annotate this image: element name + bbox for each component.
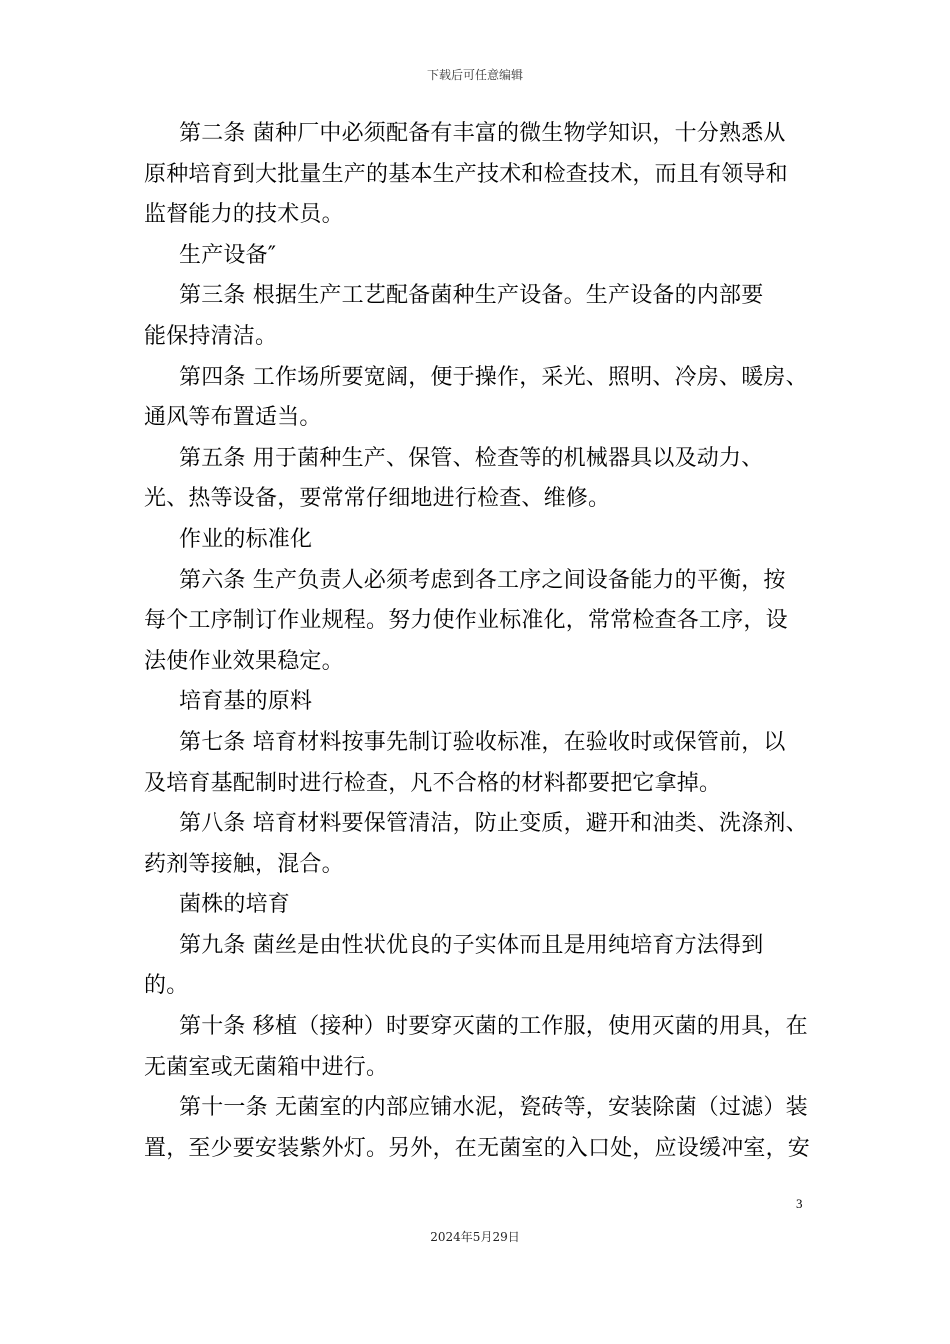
paragraph-line: 每个工序制订作业规程。努力使作业标准化，常常检查各工序，设	[144, 608, 788, 634]
page-header: 下载后可任意编辑	[426, 68, 523, 82]
paragraph-line: 原种培育到大批量生产的基本生产技术和检查技术，而且有领导和	[144, 161, 788, 187]
paragraph-line: 光、热等设备，要常常仔细地进行检查、维修。	[144, 486, 611, 512]
paragraph-line: 第二条 菌种厂中必须配备有丰富的微生物学知识，十分熟悉从	[179, 121, 786, 146]
paragraph-line: 监督能力的技术员。	[144, 202, 344, 228]
paragraph-line: 置，至少要安装紫外灯。另外，在无菌室的入口处，应设缓冲室，安	[144, 1135, 811, 1161]
paragraph-line: 第九条 菌丝是由性状优良的子实体而且是用纯培育方法得到	[179, 932, 764, 958]
paragraph-line: 能保持清洁。	[144, 323, 278, 349]
paragraph-line: 通风等布置适当。	[144, 405, 322, 431]
page-number: 3	[796, 1196, 803, 1211]
paragraph-line: 第十条 移植（接种）时要穿灭菌的工作服，使用灭菌的用具，在	[179, 1014, 808, 1040]
paragraph-line: 第五条 用于菌种生产、保管、检查等的机械器具以及动力、	[179, 445, 764, 471]
section-heading: 作业的标准化	[179, 526, 313, 552]
paragraph-line: 第七条 培育材料按事先制订验收标准，在验收时或保管前，以	[179, 729, 786, 755]
footer-date: 2024年5月29日	[430, 1230, 520, 1244]
paragraph-line: 药剂等接触，混合。	[144, 851, 344, 877]
paragraph-line: 及培育基配制时进行检查，凡不合格的材料都要把它拿掉。	[144, 770, 722, 796]
document-body	[144, 114, 824, 1169]
paragraph-line: 第三条 根据生产工艺配备菌种生产设备。生产设备的内部要	[179, 283, 764, 309]
paragraph-line: 第八条 培育材料要保管清洁，防止变质，避开和油类、洗涤剂、	[179, 811, 808, 837]
paragraph-line: 无菌室或无菌箱中进行。	[144, 1054, 389, 1080]
paragraph-line: 第六条 生产负责人必须考虑到各工序之间设备能力的平衡，按	[179, 567, 786, 593]
paragraph-line: 第四条 工作场所要宽阔，便于操作，采光、照明、冷房、暖房、	[179, 364, 808, 390]
section-heading: 培育基的原料	[179, 689, 313, 715]
section-heading: 菌株的培育	[179, 892, 291, 918]
paragraph-line: 法使作业效果稳定。	[144, 648, 344, 674]
paragraph-line: 第十一条 无菌室的内部应铺水泥，瓷砖等，安装除菌（过滤）装	[179, 1095, 808, 1121]
paragraph-line: 的。	[144, 973, 189, 999]
section-heading: 生产设备″	[179, 242, 277, 268]
